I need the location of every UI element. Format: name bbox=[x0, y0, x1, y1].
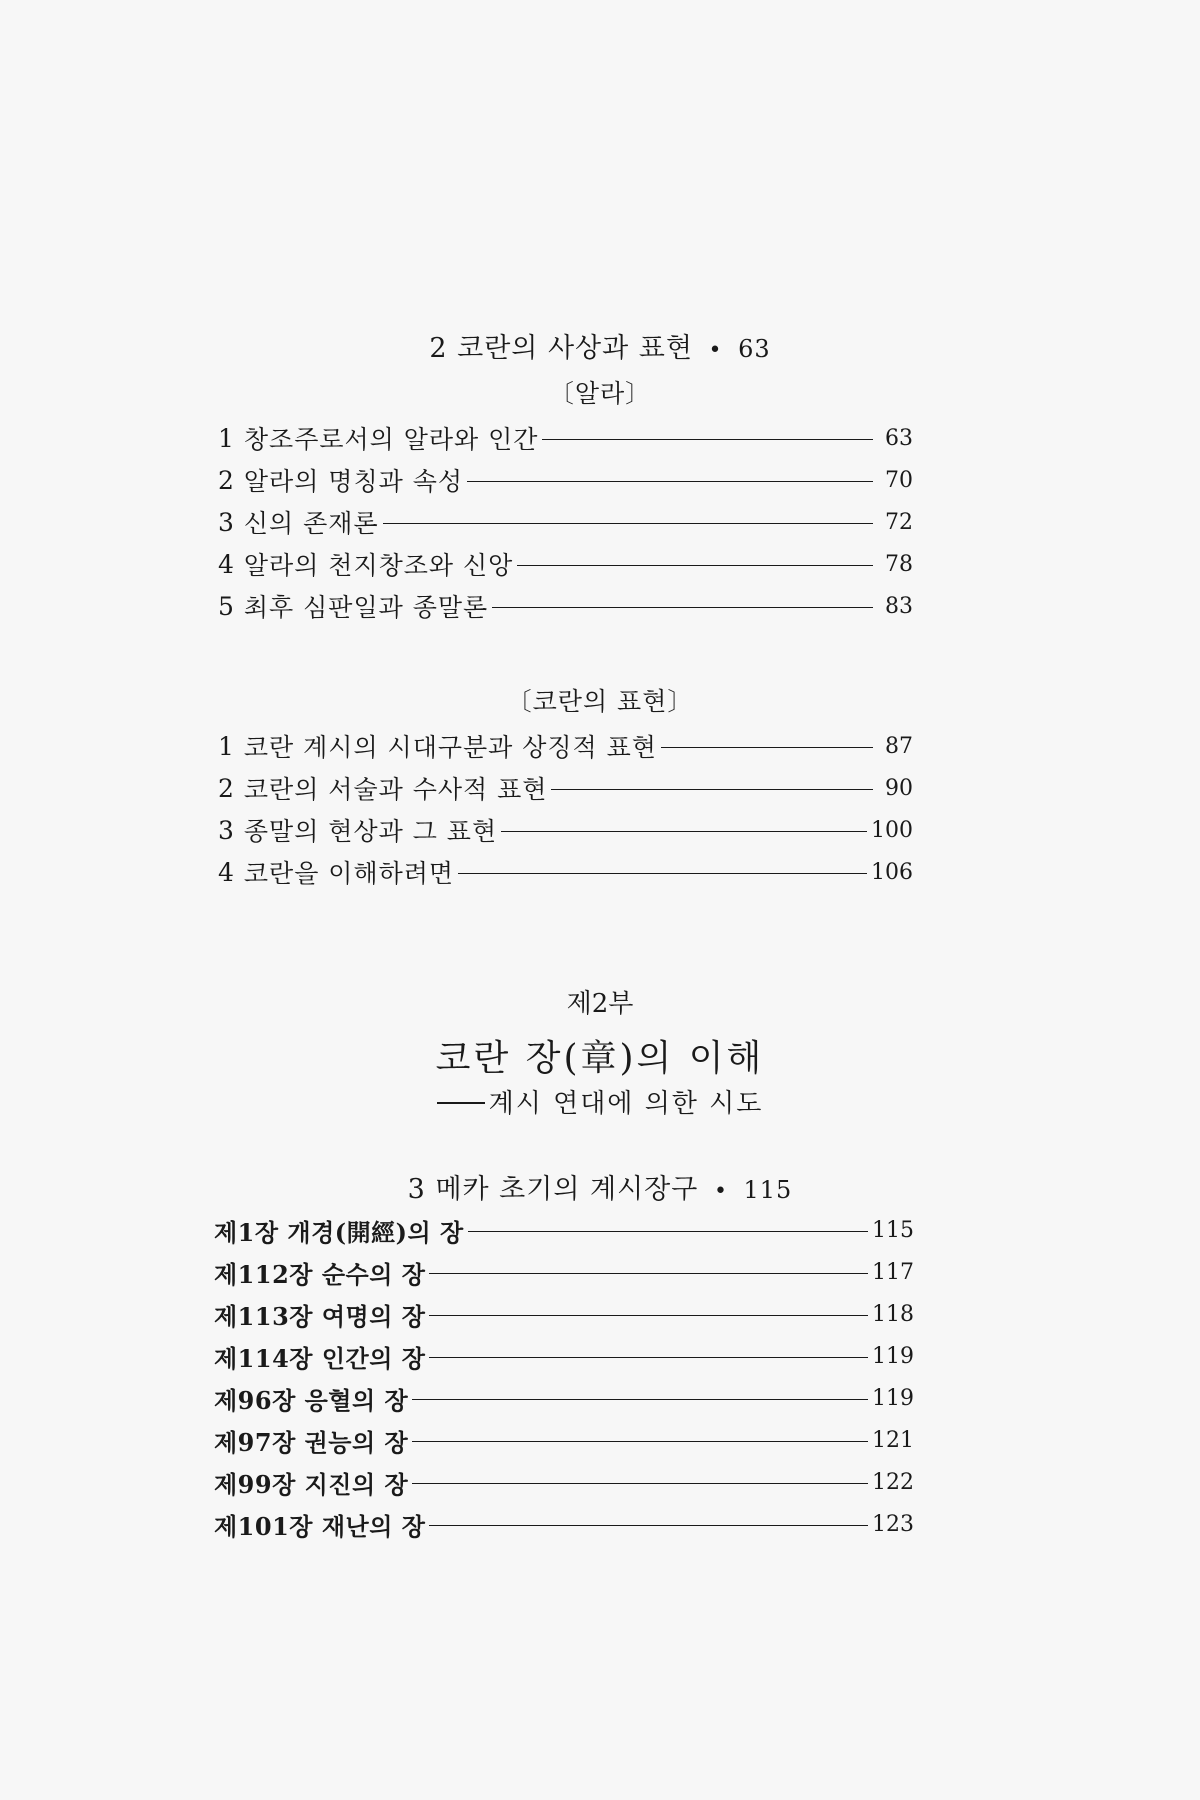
entry-page: 100 bbox=[871, 817, 913, 843]
toc-list-allah bbox=[218, 417, 913, 627]
toc-list-chapter3 bbox=[214, 1210, 914, 1545]
entry-number: 4 bbox=[218, 549, 234, 579]
leader-line bbox=[458, 873, 867, 874]
toc-entry[interactable] bbox=[218, 851, 913, 893]
toc-entry[interactable] bbox=[214, 1503, 914, 1545]
chapter-title: 코란의 사상과 표현 bbox=[457, 333, 693, 364]
entry-title: 제1장 개경(開經)의 장 bbox=[214, 1218, 464, 1248]
entry-page: 115 bbox=[872, 1218, 914, 1244]
entry-page: 90 bbox=[885, 775, 913, 801]
toc-entry[interactable] bbox=[214, 1210, 914, 1252]
toc-entry[interactable] bbox=[214, 1419, 914, 1461]
toc-entry[interactable] bbox=[218, 501, 913, 543]
chapter-number: 2 bbox=[429, 333, 448, 364]
leader-line bbox=[412, 1399, 868, 1400]
entry-page: 123 bbox=[872, 1511, 914, 1537]
entry-title: 제99장 지진의 장 bbox=[214, 1469, 409, 1499]
entry-page: 119 bbox=[872, 1344, 914, 1370]
entry-number: 3 bbox=[218, 507, 234, 537]
entry-number: 4 bbox=[218, 857, 234, 887]
toc-entry[interactable] bbox=[214, 1252, 914, 1294]
entry-page: 72 bbox=[885, 509, 913, 535]
leader-line bbox=[429, 1525, 868, 1526]
leader-line bbox=[429, 1357, 868, 1358]
leader-line bbox=[429, 1273, 868, 1274]
entry-page: 121 bbox=[872, 1427, 914, 1453]
toc-entry[interactable] bbox=[218, 725, 913, 767]
entry-page: 106 bbox=[871, 859, 913, 885]
entry-page: 70 bbox=[885, 467, 913, 493]
leader-line bbox=[501, 831, 867, 832]
toc-entry[interactable] bbox=[214, 1294, 914, 1336]
entry-page: 63 bbox=[885, 425, 913, 451]
em-dash bbox=[437, 1102, 485, 1104]
chapter-2-heading bbox=[0, 326, 1200, 365]
entry-title: 제112장 순수의 장 bbox=[214, 1260, 426, 1290]
section-heading-allah: 〔알라〕 bbox=[548, 379, 652, 408]
leader-line bbox=[412, 1441, 868, 1442]
entry-page: 119 bbox=[872, 1386, 914, 1411]
chapter-title: 메카 초기의 계시장구 bbox=[435, 1174, 699, 1205]
entry-title: 종말의 현상과 그 표현 bbox=[243, 817, 498, 846]
chapter-3-heading bbox=[0, 1167, 1200, 1206]
entry-page: 118 bbox=[872, 1302, 914, 1328]
leader-line bbox=[412, 1483, 868, 1484]
leader-line bbox=[429, 1315, 868, 1316]
bullet: • bbox=[713, 1179, 728, 1204]
leader-line bbox=[517, 565, 873, 566]
entry-title: 신의 존재론 bbox=[243, 509, 379, 538]
toc-entry[interactable] bbox=[214, 1461, 914, 1503]
entry-title: 제96장 응혈의 장 bbox=[214, 1386, 409, 1415]
toc-entry[interactable] bbox=[218, 417, 913, 459]
entry-page: 78 bbox=[885, 551, 913, 577]
entry-title: 알라의 천지창조와 신앙 bbox=[243, 551, 514, 580]
entry-title: 창조주로서의 알라와 인간 bbox=[243, 425, 539, 454]
chapter-number: 3 bbox=[407, 1174, 426, 1205]
part-title: 코란 장(章)의 이해 bbox=[435, 1038, 765, 1079]
entry-title: 제101장 재난의 장 bbox=[214, 1511, 426, 1541]
entry-page: 122 bbox=[872, 1469, 914, 1495]
toc-entry[interactable] bbox=[214, 1378, 914, 1420]
entry-page: 83 bbox=[885, 593, 913, 619]
entry-title: 최후 심판일과 종말론 bbox=[243, 593, 489, 622]
entry-title: 제97장 권능의 장 bbox=[214, 1427, 409, 1457]
leader-line bbox=[661, 747, 873, 748]
entry-page: 87 bbox=[885, 733, 913, 759]
toc-entry[interactable] bbox=[218, 809, 913, 851]
leader-line bbox=[383, 523, 873, 524]
entry-number: 1 bbox=[218, 423, 234, 453]
part-subtitle-text: 계시 연대에 의한 시도 bbox=[488, 1089, 764, 1119]
entry-title: 제113장 여명의 장 bbox=[214, 1302, 426, 1332]
entry-number: 2 bbox=[218, 773, 234, 803]
chapter-page: 115 bbox=[743, 1176, 793, 1204]
entry-number: 5 bbox=[218, 591, 234, 621]
entry-page: 117 bbox=[872, 1260, 914, 1286]
entry-title: 코란 계시의 시대구분과 상징적 표현 bbox=[243, 733, 657, 762]
bullet: • bbox=[708, 338, 723, 363]
toc-entry[interactable] bbox=[218, 459, 913, 501]
leader-line bbox=[467, 481, 873, 482]
leader-line bbox=[468, 1231, 868, 1232]
toc-entry[interactable] bbox=[218, 543, 913, 585]
leader-line bbox=[492, 607, 873, 608]
entry-number: 3 bbox=[218, 815, 234, 845]
toc-entry[interactable] bbox=[218, 585, 913, 627]
part-subtitle bbox=[0, 1083, 1200, 1120]
leader-line bbox=[542, 439, 873, 440]
entry-title: 코란의 서술과 수사적 표현 bbox=[243, 775, 548, 804]
leader-line bbox=[551, 789, 873, 790]
entry-title: 제114장 인간의 장 bbox=[214, 1344, 426, 1374]
entry-title: 코란을 이해하려면 bbox=[243, 859, 455, 888]
toc-entry[interactable] bbox=[214, 1336, 914, 1378]
toc-entry[interactable] bbox=[218, 767, 913, 809]
entry-title: 알라의 명칭과 속성 bbox=[243, 467, 464, 496]
part-label: 제2부 bbox=[566, 989, 634, 1019]
toc-list-expression bbox=[218, 725, 913, 893]
chapter-page: 63 bbox=[738, 335, 771, 363]
entry-number: 2 bbox=[218, 465, 234, 495]
section-heading-expression: 〔코란의 표현〕 bbox=[506, 687, 694, 716]
entry-number: 1 bbox=[218, 731, 234, 761]
